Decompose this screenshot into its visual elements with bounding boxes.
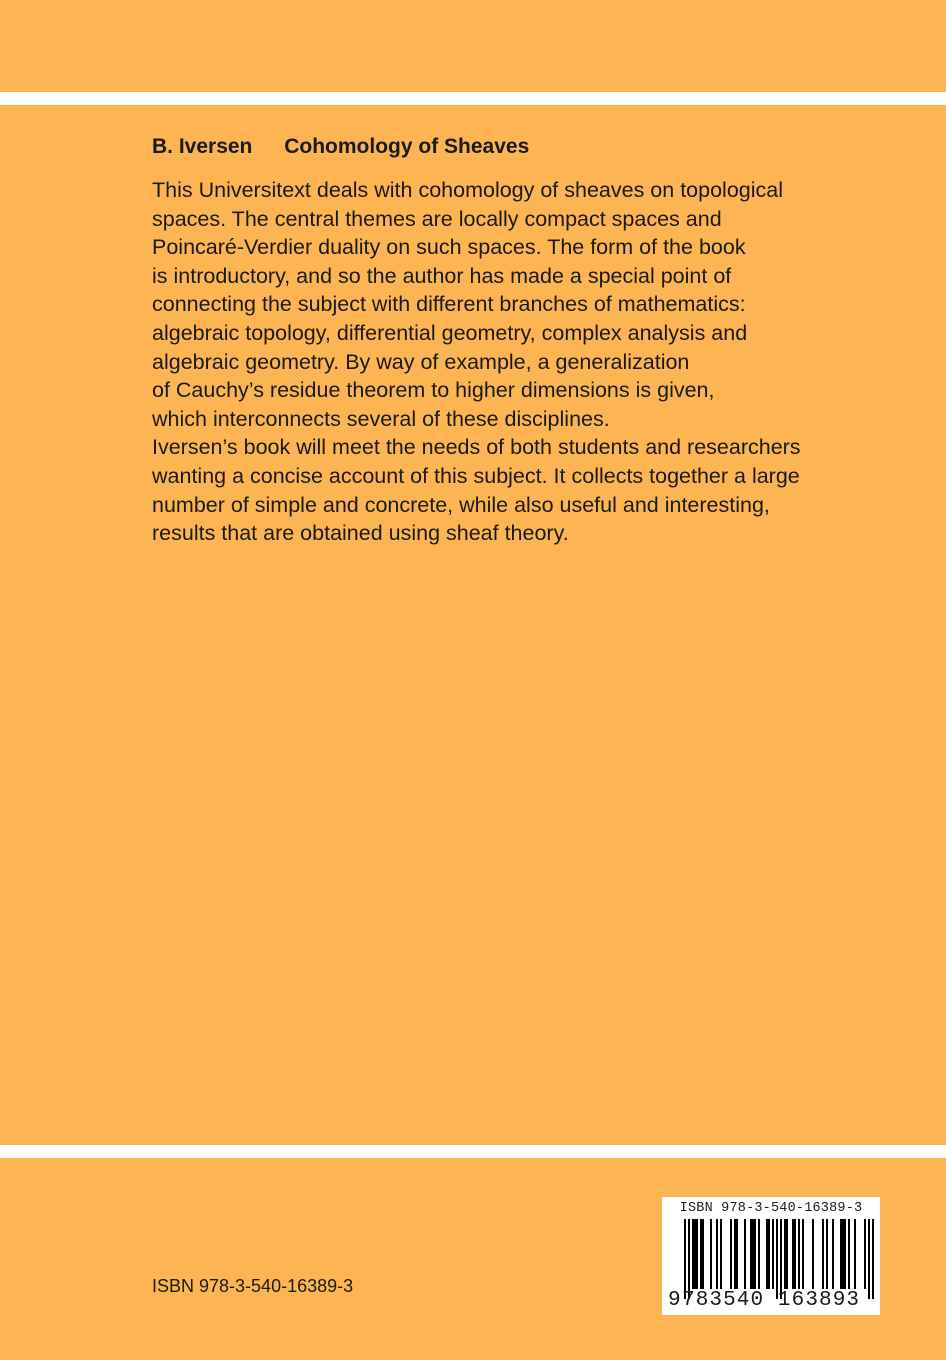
barcode-bar [692, 1219, 694, 1289]
barcode-bar [826, 1219, 828, 1289]
barcode-bar [694, 1219, 696, 1289]
top-white-stripe [0, 92, 946, 105]
author-name: B. Iversen [152, 135, 253, 158]
barcode-bar [854, 1219, 856, 1289]
barcode-bar [872, 1219, 874, 1299]
barcode-bar [784, 1219, 786, 1289]
barcode-bar [696, 1219, 698, 1289]
barcode-bar [700, 1219, 702, 1289]
barcode-bar [744, 1219, 746, 1289]
barcode-bar [776, 1219, 778, 1299]
book-title: Cohomology of Sheaves [284, 135, 530, 158]
barcode-bar [840, 1219, 842, 1289]
barcode-bar [720, 1219, 722, 1289]
description-line: Poincaré-Verdier duality on such spaces. The form of the book [152, 235, 746, 260]
barcode-bar [812, 1219, 814, 1289]
barcode-bar [794, 1219, 796, 1289]
description-line: Iversen’s book will meet the needs of both students and researchers [152, 435, 801, 460]
barcode-first-digit: 9 [668, 1289, 681, 1312]
barcode-bar [798, 1219, 800, 1289]
description-line: spaces. The central themes are locally compact spaces and [152, 206, 722, 231]
description-line: algebraic geometry. By way of example, a generalization [152, 349, 690, 374]
barcode-bar [752, 1219, 754, 1289]
barcode-bar [758, 1219, 760, 1289]
description-line: results that are obtained using sheaf theory. [152, 521, 569, 546]
barcode-bar [844, 1219, 846, 1289]
isbn-number: ISBN 978-3-540-16389-3 [152, 1276, 354, 1296]
bottom-white-stripe [0, 1145, 946, 1158]
back-cover-content [152, 134, 852, 548]
barcode-bar [792, 1219, 794, 1289]
barcode-bar [734, 1219, 736, 1289]
book-header [152, 134, 852, 160]
barcode-digits: 783540 163893 [682, 1289, 861, 1312]
description-line: wanting a concise account of this subject. It collects together a large [152, 463, 800, 488]
description-line: of Cauchy’s residue theorem to higher dimensions is given, [152, 378, 715, 403]
barcode-bar [716, 1219, 718, 1289]
description-line: which interconnects several of these disciplines. [152, 406, 610, 431]
barcode-bar [864, 1219, 866, 1289]
barcode-bar [780, 1219, 782, 1299]
barcode-bar [868, 1219, 870, 1299]
description-line: This Universitext deals with cohomology of sheaves on topological [152, 178, 783, 202]
isbn-barcode [662, 1197, 880, 1315]
barcode-bar [848, 1219, 850, 1289]
barcode-bar [822, 1219, 824, 1289]
barcode-bar [730, 1219, 732, 1289]
description-line: is introductory, and so the author has made a special point of [152, 263, 732, 288]
barcode-isbn-label: ISBN 978-3-540-16389-3 [679, 1201, 863, 1216]
barcode-bar [688, 1219, 690, 1299]
barcode-bar [842, 1219, 844, 1289]
book-description [152, 176, 852, 548]
barcode-bar [710, 1219, 712, 1289]
description-line: number of simple and concrete, while also useful and interesting, [152, 492, 770, 517]
barcode-bar [768, 1219, 770, 1289]
barcode-bar [766, 1219, 768, 1289]
barcode-bar [684, 1219, 686, 1299]
barcode-bar [832, 1219, 834, 1289]
barcode-bar [802, 1219, 804, 1289]
description-line: algebraic topology, differential geometry, complex analysis and [152, 320, 748, 345]
barcode-bar [786, 1219, 788, 1289]
barcode-bar [754, 1219, 756, 1289]
description-line: connecting the subject with different branches of mathematics: [152, 292, 746, 317]
barcode-bar [772, 1219, 774, 1289]
barcode-bar [736, 1219, 738, 1289]
barcode-bar [702, 1219, 704, 1289]
barcode-bar [750, 1219, 752, 1289]
